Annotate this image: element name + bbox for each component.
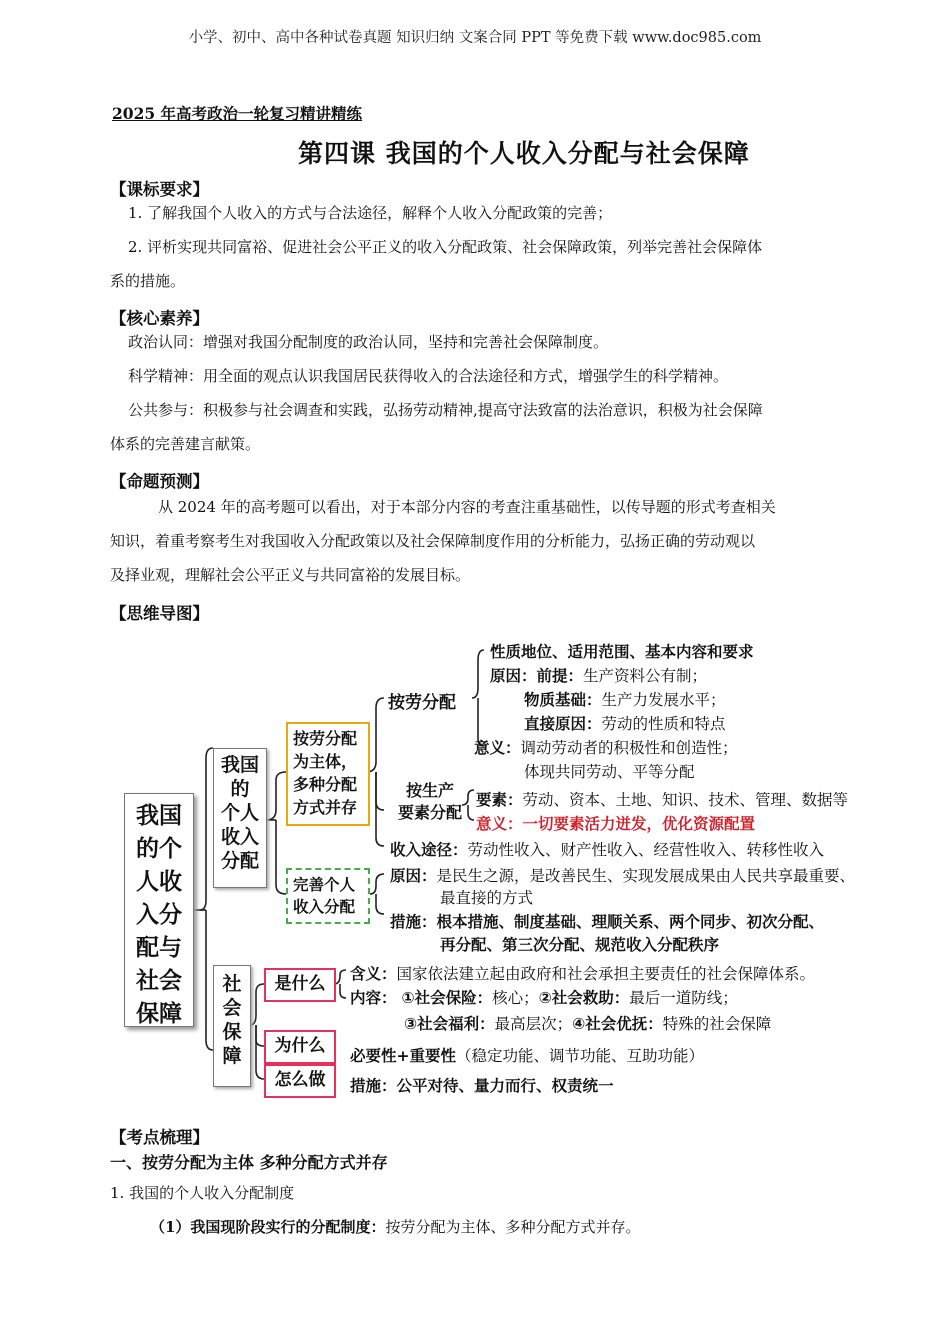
box-wanshan-line-2: 收入分配	[293, 898, 356, 916]
line-cuoshi	[390, 910, 824, 932]
yiyi-label: 意义：	[474, 739, 521, 757]
line-yiyi-2: 体现共同劳动、平等分配	[524, 763, 695, 781]
branch-security-box	[213, 965, 251, 1087]
line-xingzhi: 性质地位、适用范围、基本内容和要求	[490, 643, 754, 661]
branch-security-text	[214, 966, 250, 1068]
box-zhuti-line-1: 按劳分配	[293, 729, 358, 748]
wuzhi-label: 物质基础：	[524, 691, 602, 709]
root-line-6: 社会	[136, 968, 182, 994]
hanyi-text: 国家依法建立起由政府和社会承担主要责任的社会保障体系。	[396, 965, 816, 983]
yaosu-text: 劳动、资本、土地、知识、技术、管理、数据等	[522, 791, 849, 809]
box-weishenme-text: 为什么	[274, 1036, 326, 1056]
suyang-item-1: 政治认同：增强对我国分配制度的政治认同，坚持和完善社会保障制度。	[128, 333, 609, 351]
ws-yuanyin-label: 原因：	[390, 867, 437, 885]
box-wanshan-text	[288, 870, 368, 918]
section-yuce-body	[110, 490, 840, 592]
line-cuoshi-2: 再分配、第三次分配、规范收入分配秩序	[440, 936, 720, 954]
yuce-item-2: 知识，着重考察考生对我国收入分配政策以及社会保障制度作用的分析能力，弘扬正确的劳动观以	[110, 532, 756, 550]
kaodian-h2: 1. 我国的个人收入分配制度	[110, 1184, 295, 1202]
wuzhi-text: 生产力发展水平；	[601, 691, 726, 709]
page-header: 小学、初中、高中各种试卷真题 知识归纳 文案合同 PPT 等免费下载 www.doc985.com	[188, 30, 762, 46]
section-kebiao-heading: 【课标要求】	[110, 180, 209, 199]
qianti-label: 前提：	[536, 667, 584, 685]
box-weishenme	[264, 1030, 336, 1064]
kebiao-item-3: 系的措施。	[110, 272, 186, 290]
line-yuanyin	[490, 664, 707, 686]
line-biyao	[350, 1044, 704, 1066]
section-suyang-body	[110, 325, 840, 461]
branch-income-line-5: 分配	[220, 850, 259, 872]
kaodian-h1: 一、按劳分配为主体 多种分配方式并存	[110, 1153, 388, 1172]
yuanyin-label: 原因：	[490, 667, 537, 685]
line-yiyi	[474, 736, 738, 758]
line-wuzhi	[524, 688, 726, 710]
kebiao-item-2: 2. 评析实现共同富裕、促进社会公平正义的收入分配政策、社会保障政策，列举完善社会保障体	[128, 238, 763, 256]
node-shengchan	[398, 780, 462, 824]
nr1-text: 核心；	[492, 989, 539, 1007]
biyao-label: 必要性+重要性	[350, 1047, 456, 1065]
branch-income-line-2: 的	[230, 778, 250, 800]
node-shengchan-line-1: 按生产	[406, 781, 455, 800]
cuoshi-text-1: 根本措施、制度基础、理顺关系、两个同步、初次分配、	[436, 913, 825, 931]
box-zhuti-line-4: 方式并存	[293, 798, 358, 817]
line-neirong-2	[404, 1012, 771, 1034]
yuce-item-3: 及择业观，理解社会公平正义与共同富裕的发展目标。	[110, 566, 471, 584]
line-tujing	[390, 838, 824, 860]
hanyi-label: 含义：	[350, 965, 397, 983]
root-line-7: 保障	[136, 1001, 182, 1027]
zhijie-label: 直接原因：	[524, 715, 602, 733]
mind-map	[100, 630, 920, 1100]
yuce-item-1: 从 2024 年的高考题可以看出，对于本部分内容的考查注重基础性，以传导题的形式考查相关	[158, 498, 776, 516]
branch-income-line-4: 收入	[220, 826, 259, 848]
kaodian-p1-label: （1）我国现阶段实行的分配制度：	[150, 1218, 386, 1236]
box-zhuti-line-3: 多种分配	[293, 775, 358, 794]
line-yaosu	[476, 788, 848, 810]
box-wanshan	[286, 868, 370, 924]
nr4-text: 特殊的社会保障	[662, 1015, 772, 1033]
section-daotu-heading: 【思维导图】	[110, 604, 209, 623]
neirong-label: 内容：	[350, 989, 397, 1007]
yiyi-text-1: 调动劳动者的积极性和创造性；	[520, 739, 738, 757]
branch-security-line-2: 会	[222, 997, 242, 1019]
section-kebiao-body	[110, 196, 840, 298]
box-shishenme-text: 是什么	[274, 974, 326, 994]
zhijie-text: 劳动的性质和特点	[601, 715, 726, 733]
box-zenmezuo	[264, 1064, 336, 1098]
page-title: 第四课 我国的个人收入分配与社会保障	[298, 139, 750, 168]
box-zhuti-line-2: 为主体，	[293, 752, 358, 771]
nr2-text: 最后一道防线；	[629, 989, 738, 1007]
tujing-text: 劳动性收入、财产性收入、经营性收入、转移性收入	[467, 841, 825, 859]
node-shengchan-line-2: 要素分配	[398, 803, 463, 822]
node-anlao: 按劳分配	[388, 693, 456, 713]
branch-income-line-1: 我国	[220, 754, 259, 776]
suyang-item-3: 公共参与：积极参与社会调查和实践，弘扬劳动精神,提高守法致富的法治意识，积极为社会保障	[128, 401, 763, 419]
box-zhuti	[286, 722, 370, 826]
section-yuce-heading: 【命题预测】	[110, 472, 209, 491]
branch-income-text	[214, 749, 266, 873]
kaodian-p1	[150, 1210, 880, 1244]
kaodian-p1-text: 按劳分配为主体、多种分配方式并存。	[385, 1218, 641, 1236]
root-line-1: 我国	[136, 803, 182, 829]
cuoshi-label: 措施：	[390, 913, 437, 931]
section-suyang-heading: 【核心素养】	[110, 309, 209, 328]
nr2-label: ②社会救助：	[538, 989, 630, 1007]
root-line-4: 入分	[136, 902, 182, 928]
line-zhijie	[524, 712, 726, 734]
kebiao-item-1: 1. 了解我国个人收入的方式与合法途径，解释个人收入分配政策的完善；	[128, 204, 613, 222]
biyao-text: （稳定功能、调节功能、互助功能）	[456, 1047, 705, 1065]
line-cuoshi-sb: 措施：公平对待、量力而行、权责统一	[350, 1077, 614, 1095]
line-ws-yuanyin	[390, 864, 855, 886]
root-line-3: 人收	[136, 869, 182, 895]
section-kaodian-heading: 【考点梳理】	[110, 1128, 209, 1147]
suyang-item-2: 科学精神：用全面的观点认识我国居民获得收入的合法途径和方式，增强学生的科学精神。	[128, 367, 729, 385]
root-text	[125, 794, 193, 1029]
box-zenmezuo-text: 怎么做	[274, 1070, 326, 1090]
root-box	[124, 793, 194, 1027]
nr3-text: 最高层次；	[494, 1015, 573, 1033]
box-zhuti-text	[288, 724, 368, 819]
nr3-label: ③社会福利：	[404, 1015, 495, 1033]
suyang-item-4: 体系的完善建言献策。	[110, 435, 261, 453]
branch-security-line-3: 保	[222, 1021, 242, 1043]
ws-yuanyin-text-1: 是民生之源，是改善民生、实现发展成果由人民共享最重要、	[436, 867, 856, 885]
branch-security-line-1: 社	[222, 973, 242, 995]
nr4-label: ④社会优抚：	[572, 1015, 663, 1033]
line-ws-yuanyin-2: 最直接的方式	[440, 889, 534, 907]
box-wanshan-line-1: 完善个人	[293, 876, 356, 894]
branch-income-box	[213, 748, 267, 888]
qianti-text: 生产资料公有制；	[583, 667, 708, 685]
line-yaosu-yiyi: 意义：一切要素活力迸发，优化资源配置	[476, 815, 756, 833]
root-line-5: 配与	[136, 935, 182, 961]
line-neirong	[350, 986, 738, 1008]
yaosu-label: 要素：	[476, 791, 523, 809]
subtitle: 2025 年高考政治一轮复习精讲精练	[112, 104, 363, 123]
root-line-2: 的个	[136, 836, 182, 862]
branch-security-line-4: 障	[222, 1045, 242, 1067]
branch-income-line-3: 个人	[220, 802, 259, 824]
tujing-label: 收入途径：	[390, 841, 468, 859]
box-shishenme	[264, 968, 336, 1002]
nr1-label: ①社会保险：	[401, 989, 493, 1007]
line-hanyi	[350, 962, 815, 984]
